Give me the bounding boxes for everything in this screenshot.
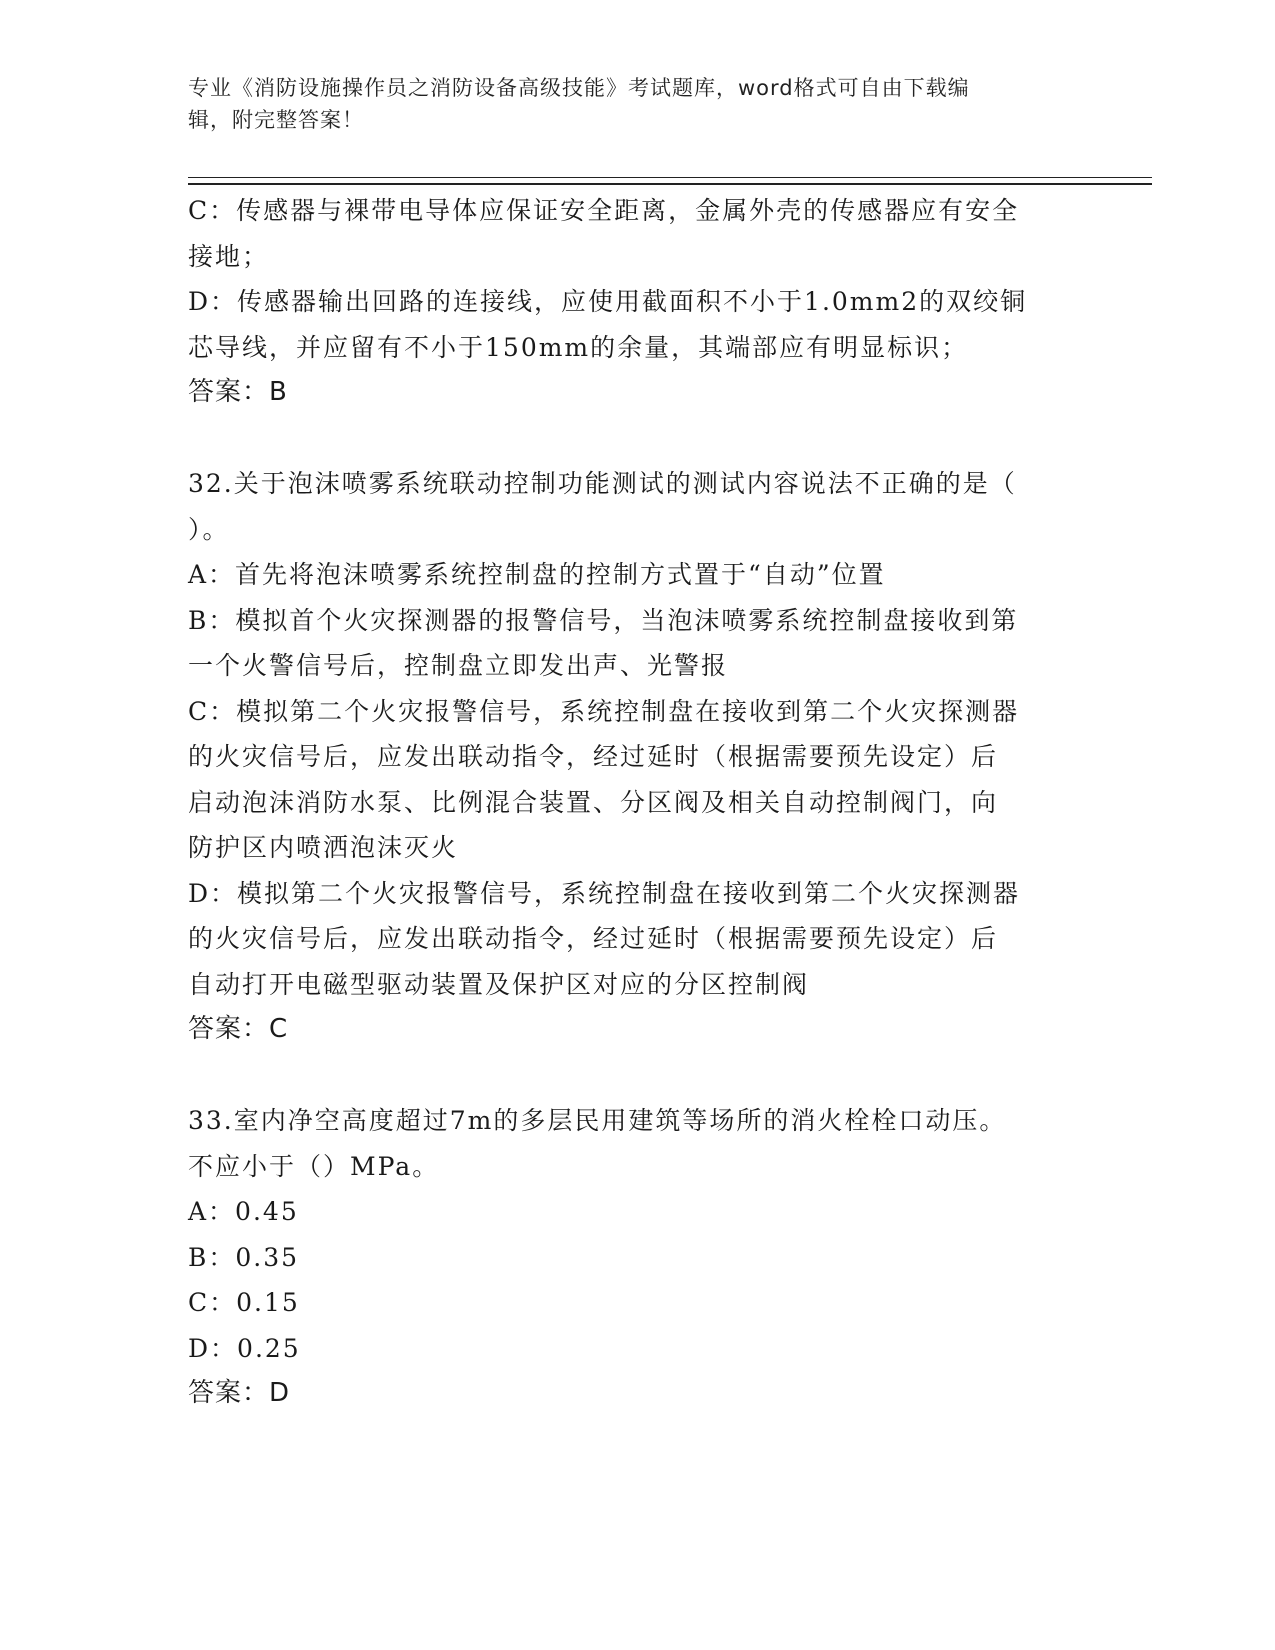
page-header [188,72,1088,136]
prev-option-c-line-2: 接地； [188,241,270,271]
header-line-2: 辑，附完整答案！ [188,108,364,132]
q32-option-d-line-1: D：模拟第二个火灾报警信号，系统控制盘在接收到第二个火灾探测器 [188,878,1021,908]
q33-option-b: B：0.35 [188,1242,300,1272]
q32-option-d-line-2: 的火灾信号后，应发出联动指令，经过延时（根据需要预先设定）后 [188,924,999,953]
q33-stem-line-1: 33.室内净空高度超过7m的多层民用建筑等场所的消火栓栓口动压。 [188,1106,1007,1135]
spacer [188,1053,1088,1099]
prev-answer: 答案：B [188,377,288,407]
q32-stem-line-2: ）。 [188,514,230,544]
prev-option-c-line-1: C：传感器与裸带电导体应保证安全距离，金属外壳的传感器应有安全 [188,196,1020,225]
q32-option-d-line-3: 自动打开电磁型驱动装置及保护区对应的分区控制阀 [188,969,810,999]
q33-option-a: A：0.45 [188,1197,299,1226]
q32-option-c-line-4: 防护区内喷洒泡沫灭火 [188,833,459,862]
prev-option-d-line-2: 芯导线，并应留有不小于150mm的余量，其端部应有明显标识； [188,332,969,362]
q32-option-c-line-3: 启动泡沫消防水泵、比例混合装置、分区阀及相关自动控制阀门，向 [188,787,999,817]
spacer [188,416,1088,462]
q32-option-c-line-1: C：模拟第二个火灾报警信号，系统控制盘在接收到第二个火灾探测器 [188,696,1020,726]
q33-option-c: C：0.15 [188,1288,300,1317]
q33-option-d: D：0.25 [188,1333,301,1363]
question-content [188,188,1088,1417]
prev-option-d-line-1: D：传感器输出回路的连接线，应使用截面积不小于1.0mm2的双绞铜 [188,287,1028,316]
q32-option-c-line-2: 的火灾信号后，应发出联动指令，经过延时（根据需要预先设定）后 [188,742,999,771]
header-divider-thick [188,183,1152,185]
q33-stem-line-2: 不应小于（）MPa。 [188,1151,440,1181]
q33-answer: 答案：D [188,1378,291,1408]
q32-option-a: A：首先将泡沫喷雾系统控制盘的控制方式置于“自动”位置 [188,560,886,589]
header-line-1: 专业《消防设施操作员之消防设备高级技能》考试题库，word格式可自由下载编 [188,76,970,100]
q32-option-b-line-2: 一个火警信号后，控制盘立即发出声、光警报 [188,651,729,680]
q32-option-b-line-1: B：模拟首个火灾探测器的报警信号，当泡沫喷雾系统控制盘接收到第 [188,605,1019,635]
q32-answer: 答案：C [188,1014,289,1044]
q32-stem-line-1: 32.关于泡沫喷雾系统联动控制功能测试的测试内容说法不正确的是（ [188,469,1017,498]
header-divider-thin [188,177,1152,178]
